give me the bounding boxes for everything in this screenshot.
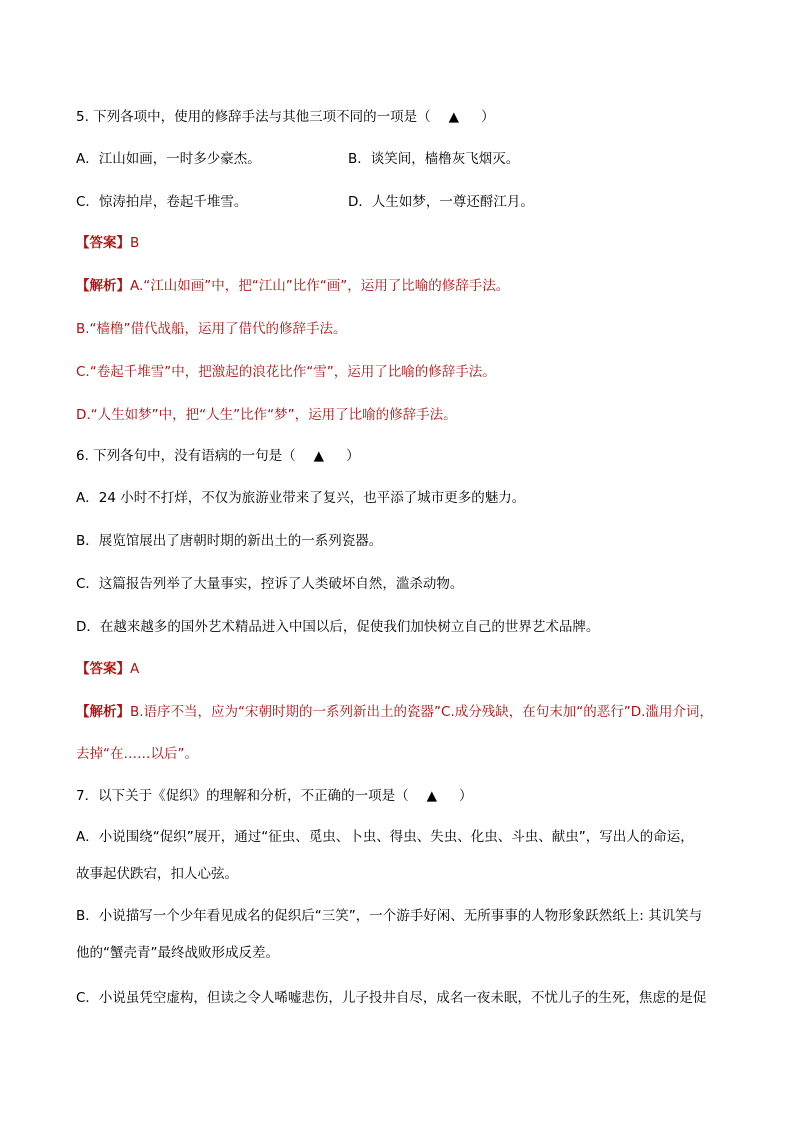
q5-option-a: A．江山如画，一时多少豪杰。 [76, 151, 261, 167]
q5-analysis-line-1 [76, 276, 509, 296]
q5-option-c: C．惊涛拍岸，卷起千堆雪。 [76, 194, 248, 210]
q6-analysis-line-2: 去掉“在……以后”。 [76, 746, 198, 762]
q6-option-c: C．这篇报告列举了大量事实，控诉了人类破坏自然，滥杀动物。 [76, 576, 464, 592]
q5-stem [76, 107, 495, 127]
q5-analysis-line-2: B.“樯橹”借代战船，运用了借代的修辞手法。 [76, 321, 347, 337]
q6-option-d: D．在越来越多的国外艺术精品进入中国以后，促使我们加快树立自己的世界艺术品牌。 [76, 619, 600, 635]
q5-option-b: B．谈笑间，樯橹灰飞烟灭。 [348, 151, 520, 167]
q7-option-b-line-2: 他的“蟹壳青”最终战败形成反差。 [76, 945, 279, 961]
q5-stem-text: 5. 下列各项中，使用的修辞手法与其他三项不同的一项是（ [76, 109, 431, 125]
q5-option-d: D．人生如梦，一尊还酹江月。 [348, 194, 534, 210]
q6-analysis-tag: 【解析】 [76, 704, 130, 720]
q6-answer-value: A [130, 661, 140, 677]
q5-answer-tag: 【答案】 [76, 235, 130, 251]
q5-answer [76, 233, 139, 253]
q7-option-c-line-1: C．小说虽凭空虚构，但读之令人唏嘘悲伤，儿子投井自尽，成名一夜未眠，不忧儿子的生死，焦虑的是促 [76, 990, 707, 1006]
q5-analysis-line-4: D.“人生如梦”中，把“人生”比作“梦”，运用了比喻的修辞手法。 [76, 407, 457, 423]
q6-option-b: B．展览馆展出了唐朝时期的新出土的一系列瓷器。 [76, 533, 383, 549]
q6-option-a: A．24 小时不打烊，不仅为旅游业带来了复兴，也平添了城市更多的魅力。 [76, 490, 526, 506]
q6-stem-close: ） [346, 448, 360, 464]
q7-stem-close: ） [458, 788, 473, 804]
q7-option-a-line-2: 故事起伏跌宕，扣人心弦。 [76, 866, 238, 882]
q5-analysis-text-1: A.“江山如画”中，把“江山”比作“画”，运用了比喻的修辞手法。 [130, 278, 510, 294]
q5-analysis-line-3: C.“卷起千堆雪”中，把激起的浪花比作“雪”，运用了比喻的修辞手法。 [76, 364, 496, 380]
q6-answer-tag: 【答案】 [76, 661, 130, 677]
q5-analysis-tag: 【解析】 [76, 278, 130, 294]
q7-stem [76, 786, 472, 806]
q7-option-a-line-1: A．小说围绕“促织”展开，通过“征虫、觅虫、卜虫、得虫、失虫、化虫、斗虫、献虫”，写出人的命运， [76, 829, 694, 845]
q6-analysis-line-1 [76, 702, 713, 722]
q6-answer [76, 659, 139, 679]
q6-stem-text: 6. 下列各句中，没有语病的一句是（ [76, 448, 296, 464]
q7-stem-text: 7．以下关于《促织》的理解和分析，不正确的一项是（ [76, 788, 409, 804]
q7-answer-blank-triangle: ▲ [426, 788, 437, 804]
q6-stem [76, 446, 360, 466]
q7-option-b-line-1: B．小说描写一个少年看见成名的促织后“三笑”，一个游手好闲、无所事事的人物形象跃然纸上: 其讥笑与 [76, 908, 703, 924]
q5-stem-close: ） [481, 109, 495, 125]
q6-analysis-text-1: B.语序不当，应为“宋朝时期的一系列新出土的瓷器”C.成分残缺，在句末加“的恶行”D.滥用介词， [130, 704, 713, 720]
q5-answer-value: B [130, 235, 140, 251]
q6-answer-blank-triangle: ▲ [313, 448, 325, 464]
q5-answer-blank-triangle: ▲ [448, 109, 460, 125]
